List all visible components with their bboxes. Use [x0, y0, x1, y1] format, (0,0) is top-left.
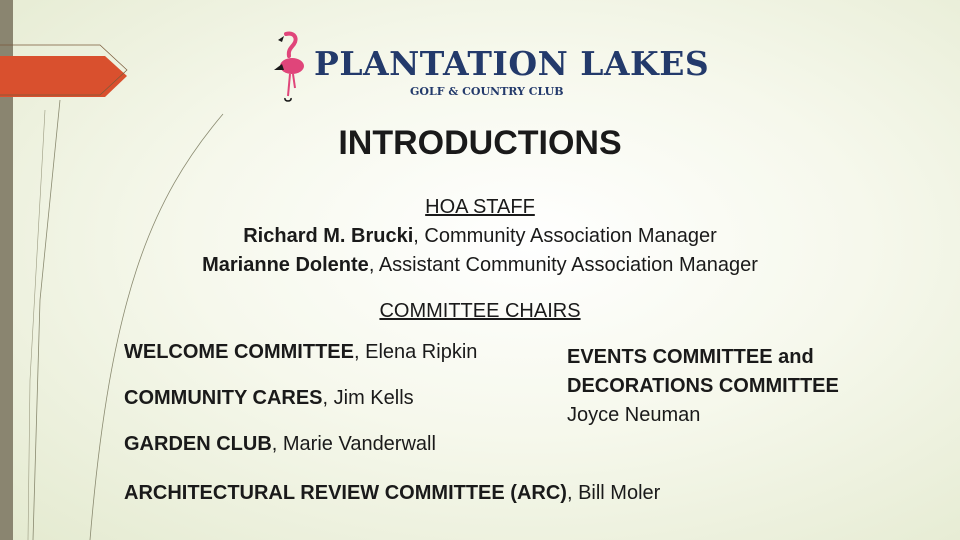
committee-name: WELCOME COMMITTEE — [124, 341, 354, 363]
staff-member-1 — [0, 225, 960, 248]
page-title: INTRODUCTIONS — [338, 124, 622, 162]
committee-name-line-2: DECORATIONS COMMITTEE — [567, 375, 839, 397]
committee-chair: , Marie Vanderwall — [271, 433, 436, 455]
committee-chair: Joyce Neuman — [567, 404, 701, 426]
garden-club — [124, 433, 544, 455]
club-logo — [262, 30, 710, 110]
events-committee — [567, 343, 839, 430]
committee-chairs-heading — [0, 300, 960, 323]
curve-line-2 — [90, 114, 223, 540]
community-cares — [124, 387, 524, 409]
flamingo-icon — [262, 30, 312, 110]
committee-chair: , Bill Moler — [566, 482, 661, 504]
staff-member-role: , Assistant Community Association Manager — [368, 254, 758, 276]
committee-chair: , Elena Ripkin — [353, 341, 478, 363]
welcome-committee — [124, 341, 504, 363]
committee-name: COMMUNITY CARES — [124, 387, 323, 409]
hoa-staff-heading — [0, 196, 960, 219]
logo-wordmark: PLANTATION LAKES — [314, 44, 710, 83]
staff-member-name: Richard M. Brucki — [243, 225, 414, 247]
logo-subtitle: GOLF & COUNTRY CLUB — [410, 85, 564, 98]
architectural-review-committee — [124, 479, 724, 508]
committee-chair: , Jim Kells — [322, 387, 414, 409]
committee-name-line-1: EVENTS COMMITTEE and — [567, 346, 814, 368]
staff-member-2 — [0, 254, 960, 277]
curve-line-3 — [28, 110, 45, 540]
committee-chairs-heading-text: COMMITTEE CHAIRS — [379, 300, 581, 322]
committee-name: GARDEN CLUB — [124, 433, 272, 455]
arrow-outline — [0, 45, 127, 95]
staff-member-name: Marianne Dolente — [202, 254, 369, 276]
orange-arrow-shape — [0, 56, 127, 97]
hoa-staff-heading-text: HOA STAFF — [425, 196, 535, 218]
committee-name: ARCHITECTURAL REVIEW COMMITTEE (ARC) — [124, 482, 567, 504]
staff-member-role: , Community Association Manager — [413, 225, 717, 247]
